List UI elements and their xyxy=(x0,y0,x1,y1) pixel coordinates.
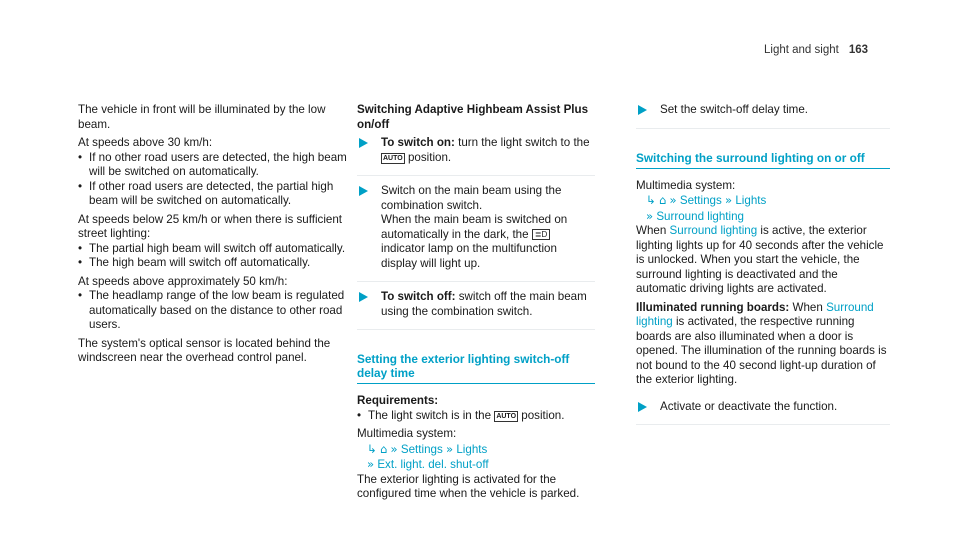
chevron-icon: » xyxy=(367,457,375,471)
step-label: To switch on: xyxy=(381,136,455,149)
instruction-step xyxy=(357,184,595,282)
column-1 xyxy=(78,103,350,366)
auto-icon: AUTO xyxy=(383,154,403,162)
step-text: Set the switch-off delay time. xyxy=(660,103,808,116)
step-text: position. xyxy=(407,150,452,164)
menu-path xyxy=(357,442,595,473)
list-item: • The high beam will switch off automatically. xyxy=(78,256,350,271)
text: When xyxy=(792,300,823,314)
paragraph xyxy=(636,224,890,297)
list-item: • If no other road users are detected, the high beam will be switched on automatically. xyxy=(78,151,350,180)
step-arrow-icon xyxy=(638,105,647,115)
bullet-list xyxy=(78,242,350,271)
step-label: To switch off: xyxy=(381,290,456,303)
menu-path xyxy=(636,193,890,224)
step-arrow-icon xyxy=(359,138,368,148)
text: When xyxy=(636,224,667,237)
paragraph: The exterior lighting is activated for the configured time when the vehicle is parked. xyxy=(357,472,580,500)
return-arrow-icon: ↳ xyxy=(367,441,377,456)
paragraph: At speeds above 30 km/h: xyxy=(78,136,213,149)
chevron-icon: » xyxy=(725,193,733,207)
setting-name: Surround lighting xyxy=(669,224,758,237)
page-header xyxy=(764,43,868,58)
list-item xyxy=(357,409,595,424)
menu-item-ext-light: Ext. light. del. shut-off xyxy=(377,458,489,471)
text: is activated, the respective running boards are also illuminated when a door is opened. The illumination of the running boards is not bound to the 40 second light-up duration of the exterior lighting. xyxy=(636,315,887,386)
return-arrow-icon: ↳ xyxy=(646,193,656,207)
menu-item-settings: Settings xyxy=(400,442,443,456)
step-text: Activate or deactivate the function. xyxy=(660,399,838,413)
high-beam-icon: ≣D xyxy=(532,229,550,240)
auto-icon: AUTO xyxy=(496,412,517,420)
step-text: turn the light switch to the xyxy=(458,136,590,149)
home-icon: ⌂ xyxy=(658,193,667,207)
multimedia-label: Multimedia system: xyxy=(636,178,736,192)
paragraph: The system's optical sensor is located behind the windscreen near the overhead control panel. xyxy=(78,336,331,364)
menu-item-lights: Lights xyxy=(735,194,767,207)
step-arrow-icon xyxy=(359,292,368,302)
instruction-step xyxy=(357,136,595,176)
step-arrow-icon xyxy=(359,186,368,196)
section-heading: Switching the surround lighting on or off xyxy=(636,151,890,169)
step-text: switch off the main beam using the combination switch. xyxy=(381,290,587,318)
instruction-step xyxy=(636,103,890,129)
menu-item-settings: Settings xyxy=(679,194,722,207)
paragraph: At speeds above approximately 50 km/h: xyxy=(78,274,288,288)
step-text: Switch on the main beam using the combination switch. xyxy=(381,184,562,212)
step-text: indicator lamp on the multifunction display will light up. xyxy=(381,242,557,270)
column-3 xyxy=(636,103,890,433)
paragraph: The vehicle in front will be illuminated by the low beam. xyxy=(78,103,326,131)
section-heading: Setting the exterior lighting switch-off delay time xyxy=(357,352,595,384)
bold-label: Illuminated running boards: xyxy=(636,300,790,314)
menu-item-surround-lighting: Surround lighting xyxy=(656,209,744,223)
bullet-list xyxy=(78,151,350,209)
chevron-icon: » xyxy=(646,208,654,223)
list-text: position. xyxy=(521,408,565,422)
paragraph: At speeds below 25 km/h or when there is sufficient street lighting: xyxy=(78,212,343,240)
step-arrow-icon xyxy=(638,402,647,412)
instruction-step xyxy=(357,290,595,330)
paragraph xyxy=(636,301,890,388)
list-item: • The partial high beam will switch off automatically. xyxy=(78,242,350,257)
column-2 xyxy=(357,103,595,502)
menu-item-lights: Lights xyxy=(456,442,488,456)
step-text: When the main beam is switched on automatically in the dark, the xyxy=(381,213,568,241)
chevron-icon: » xyxy=(390,441,398,456)
multimedia-label: Multimedia system: xyxy=(357,427,457,440)
list-item: • The headlamp range of the low beam is regulated automatically based on the distance to other road users. xyxy=(78,289,350,333)
bullet-list xyxy=(357,409,595,424)
setting-name: Surround lighting xyxy=(636,300,874,328)
list-text: The light switch is in the xyxy=(368,408,492,422)
chevron-icon: » xyxy=(446,441,454,456)
requirements-label: Requirements: xyxy=(357,394,439,407)
list-item: • If other road users are detected, the partial high beam will be switched on automatically. xyxy=(78,180,350,209)
page-number: 163 xyxy=(848,44,868,56)
home-icon: ⌂ xyxy=(379,441,388,456)
subheading: Switching Adaptive Highbeam Assist Plus on/off xyxy=(357,103,589,131)
chevron-icon: » xyxy=(669,193,677,207)
bullet-list xyxy=(78,289,350,333)
text: is active, the exterior lighting lights up for 40 seconds after the vehicle is unlocked. When you start the vehicle, the surround lighting is deactivated and the automatic driving lights are activated. xyxy=(636,224,884,295)
section-title: Light and sight xyxy=(764,44,839,56)
instruction-step xyxy=(636,400,890,426)
